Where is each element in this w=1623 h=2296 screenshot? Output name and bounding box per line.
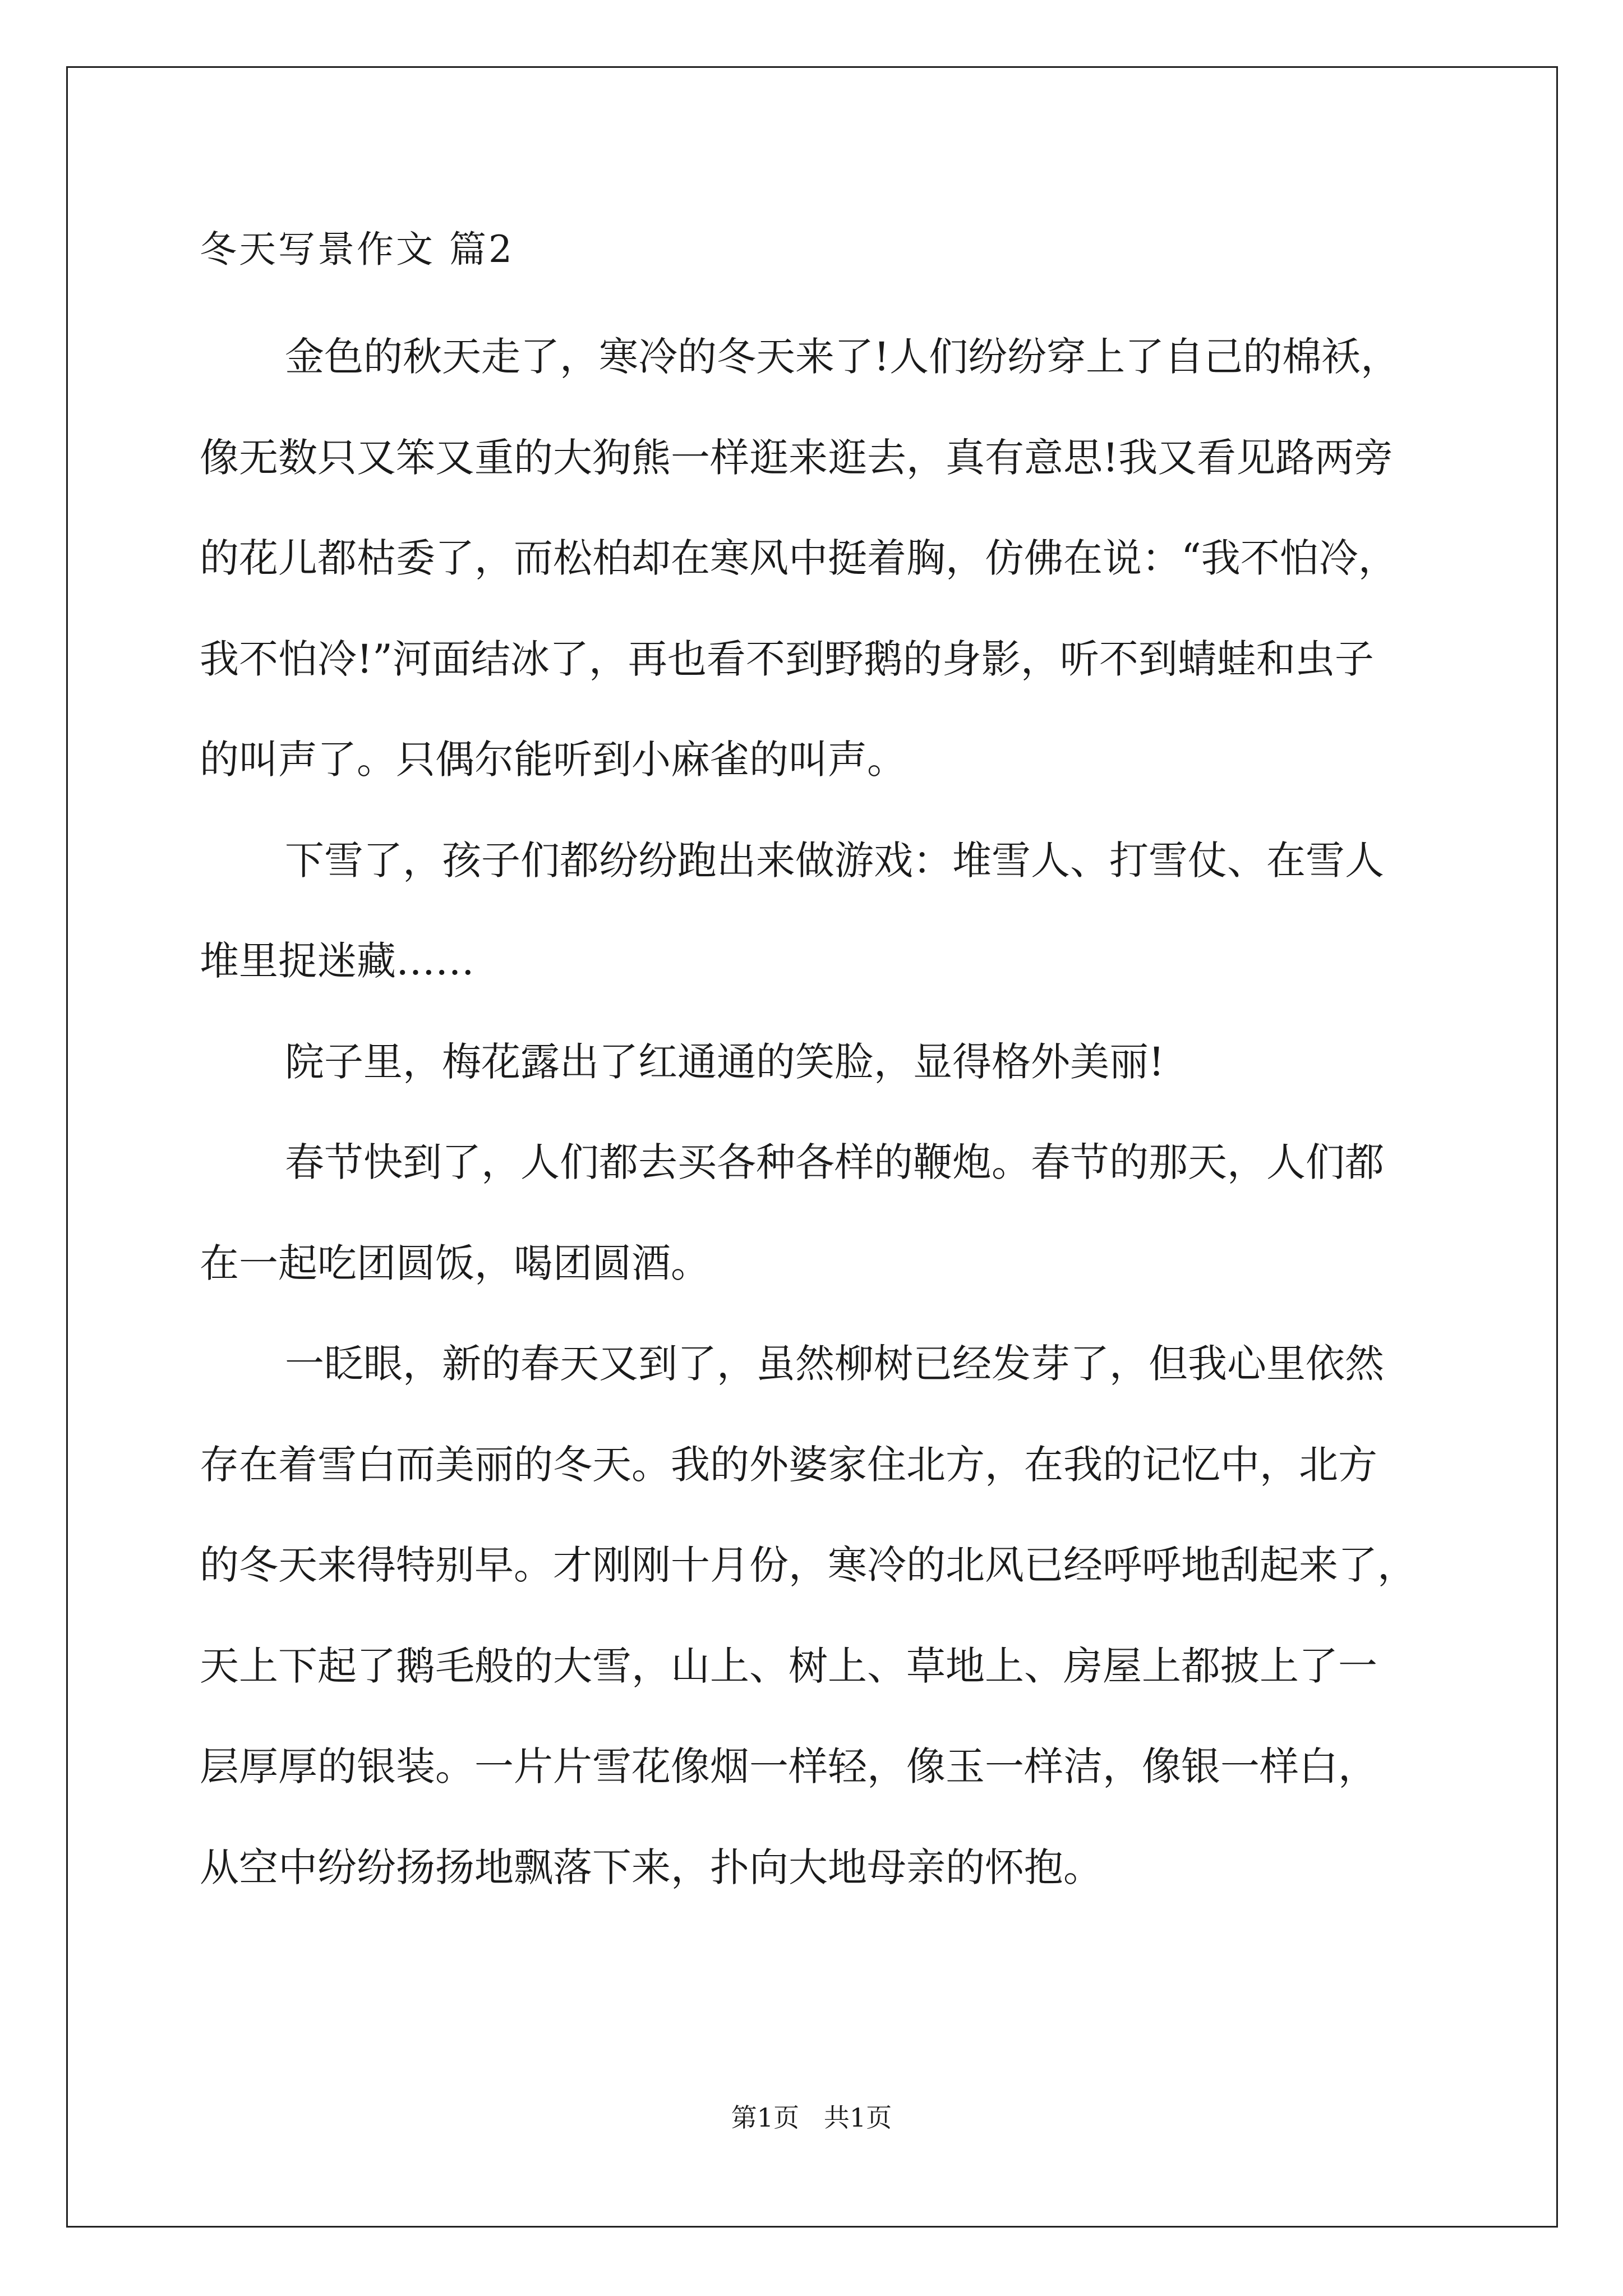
paragraph-line: 的叫声了。只偶尔能听到小麻雀的叫声。 (200, 737, 906, 783)
paragraph-line: 院子里，梅花露出了红通通的笑脸，显得格外美丽! (285, 1039, 1165, 1085)
paragraph-line: 从空中纷纷扬扬地飘落下来，扑向大地母亲的怀抱。 (200, 1844, 1103, 1890)
paragraph-line: 金色的秋天走了，寒冷的冬天来了!人们纷纷穿上了自己的棉袄， (285, 334, 1400, 380)
paragraph-line: 在一起吃团圆饭，喝团圆酒。 (200, 1240, 710, 1286)
paragraph-line: 像无数只又笨又重的大狗熊一样逛来逛去，真有意思!我又看见路两旁 (200, 435, 1394, 481)
paragraph-line: 下雪了，孩子们都纷纷跑出来做游戏：堆雪人、打雪仗、在雪人 (285, 838, 1384, 884)
paragraph-line: 春节快到了，人们都去买各种各样的鞭炮。春节的那天，人们都 (285, 1139, 1384, 1185)
paragraph-line: 堆里捉迷藏…… (200, 938, 474, 984)
paragraph-line: 天上下起了鹅毛般的大雪，山上、树上、草地上、房屋上都披上了一 (200, 1643, 1377, 1689)
paragraph-line: 存在着雪白而美丽的冬天。我的外婆家住北方，在我的记忆中，北方 (200, 1442, 1377, 1488)
paragraph-line: 的花儿都枯委了，而松柏却在寒风中挺着胸，仿佛在说：“我不怕冷， (200, 535, 1398, 581)
document-title: 冬天写景作文 篇2 (200, 228, 514, 271)
paragraph-line: 一眨眼，新的春天又到了，虽然柳树已经发芽了，但我心里依然 (285, 1341, 1384, 1387)
page-number-footer: 第1页 共1页 (731, 2102, 892, 2133)
paragraph-line: 层厚厚的银装。一片片雪花像烟一样轻，像玉一样洁，像银一样白， (200, 1743, 1377, 1789)
paragraph-line: 的冬天来得特别早。才刚刚十月份，寒冷的北风已经呼呼地刮起来了， (200, 1542, 1417, 1588)
paragraph-line: 我不怕冷!”河面结冰了，再也看不到野鹅的身影，听不到蜻蛙和虫子 (200, 636, 1374, 682)
